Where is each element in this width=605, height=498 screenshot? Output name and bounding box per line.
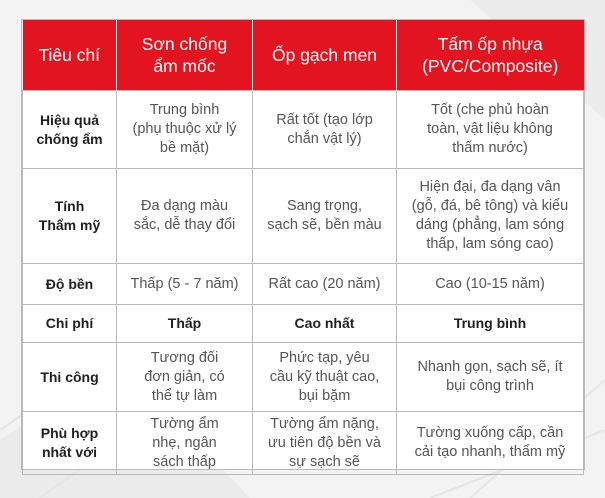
header-criteria: Tiêu chí [23,20,117,91]
table-row [23,305,584,343]
cell-paint: Thấp [117,305,253,343]
row-criterion: Tính Thẩm mỹ [23,169,117,264]
cell-panel: Tốt (che phủ hoàn toàn, vật liệu không thấm nước) [397,91,584,169]
row-criterion: Chi phí [23,305,117,343]
comparison-table [22,20,584,475]
cell-paint: Thấp (5 - 7 năm) [117,264,253,305]
cell-paint: Tương đối đơn giản, có thể tự làm [117,343,253,412]
table-row [23,264,584,305]
cell-panel: Trung bình [397,305,584,343]
header-plastic-panel: Tấm ốp nhựa (PVC/Composite) [397,20,584,91]
cell-panel: Tường xuống cấp, cần cải tạo nhanh, thẩm mỹ [397,412,584,475]
cell-paint: Trung bình (phụ thuộc xử lý bề mặt) [117,91,253,169]
row-criterion: Hiệu quả chống ẩm [23,91,117,169]
cell-paint: Đa dạng màu sắc, dễ thay đổi [117,169,253,264]
table-row [23,169,584,264]
cell-paint: Tường ẩm nhẹ, ngân sách thấp [117,412,253,475]
cell-tile: Phức tạp, yêu cầu kỹ thuật cao, bụi bặm [253,343,397,412]
cell-tile: Tường ẩm nặng, ưu tiên độ bền và sự sạch sẽ [253,412,397,475]
table-row [23,343,584,412]
cell-panel: Cao (10-15 năm) [397,264,584,305]
cell-panel: Nhanh gọn, sạch sẽ, ít bụi công trình [397,343,584,412]
table-row [23,412,584,475]
table-row [23,91,584,169]
cell-tile: Cao nhất [253,305,397,343]
comparison-table-container [21,19,585,470]
row-criterion: Độ bền [23,264,117,305]
cell-tile: Sang trọng, sạch sẽ, bền màu [253,169,397,264]
row-criterion: Thi công [23,343,117,412]
header-ceramic-tile: Ốp gạch men [253,20,397,91]
cell-tile: Rất cao (20 năm) [253,264,397,305]
table-header-row [23,20,584,91]
header-antimold-paint: Sơn chống ẩm mốc [117,20,253,91]
row-criterion: Phù hợp nhất với [23,412,117,475]
cell-tile: Rất tốt (tạo lớp chắn vật lý) [253,91,397,169]
cell-panel: Hiện đại, đa dạng vân (gỗ, đá, bê tông) và kiểu dáng (phẳng, lam sóng thấp, lam sóng cao) [397,169,584,264]
